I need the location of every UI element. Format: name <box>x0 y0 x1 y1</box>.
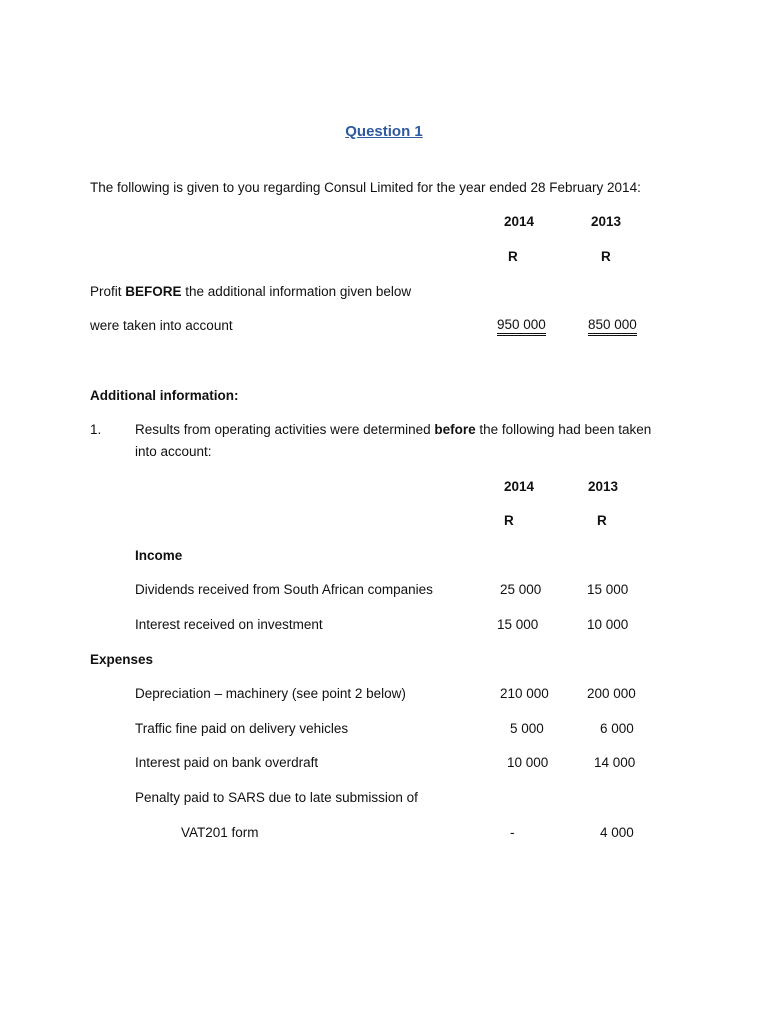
currency-header-2013: R <box>601 249 611 264</box>
income-row-2013: 10 000 <box>587 617 629 632</box>
income-row-label: Interest received on investment <box>135 617 323 632</box>
expense-row-2013: 6 000 <box>600 721 634 736</box>
profit-value-2013: 850 000 <box>588 318 637 336</box>
page-title: Question 1 <box>345 123 423 140</box>
expense-row-2014: 10 000 <box>507 755 549 770</box>
expense-row-label: Depreciation – machinery (see point 2 below) <box>135 686 406 701</box>
penalty-2013: 4 000 <box>600 825 634 840</box>
expense-row-label: Traffic fine paid on delivery vehicles <box>135 721 349 736</box>
currency-header-2013-second: R <box>597 513 607 528</box>
income-row-label: Dividends received from South African companies <box>135 582 433 597</box>
item1-number: 1. <box>90 422 102 437</box>
expense-row-2013: 200 000 <box>587 686 636 701</box>
penalty-sublabel: VAT201 form <box>181 825 259 840</box>
intro-text: The following is given to you regarding Consul Limited for the year ended 28 February 2014: <box>90 180 641 195</box>
year-header-2014: 2014 <box>504 214 535 229</box>
income-heading: Income <box>135 548 183 563</box>
penalty-label: Penalty paid to SARS due to late submission of <box>135 790 418 805</box>
expense-row-2014: 5 000 <box>510 721 544 736</box>
income-row-2014: 15 000 <box>497 617 539 632</box>
penalty-2014: - <box>510 825 515 840</box>
item1-text-line2: into account: <box>135 444 212 459</box>
year-header-2014-second: 2014 <box>504 479 535 494</box>
income-row-2013: 15 000 <box>587 582 629 597</box>
profit-label-line2: were taken into account <box>90 318 233 333</box>
year-header-2013: 2013 <box>591 214 622 229</box>
additional-info-heading: Additional information: <box>90 388 239 403</box>
expenses-heading: Expenses <box>90 652 154 667</box>
currency-header-2014: R <box>508 249 518 264</box>
currency-header-2014-second: R <box>504 513 514 528</box>
expense-row-2013: 14 000 <box>594 755 636 770</box>
profit-value-2014: 950 000 <box>497 318 546 336</box>
profit-label-line1: Profit BEFORE the additional information given below <box>90 284 412 299</box>
year-header-2013-second: 2013 <box>588 479 619 494</box>
expense-row-label: Interest paid on bank overdraft <box>135 755 319 770</box>
item1-text-line1: Results from operating activities were determined before the following had been taken <box>135 422 652 437</box>
income-row-2014: 25 000 <box>500 582 542 597</box>
expense-row-2014: 210 000 <box>500 686 549 701</box>
